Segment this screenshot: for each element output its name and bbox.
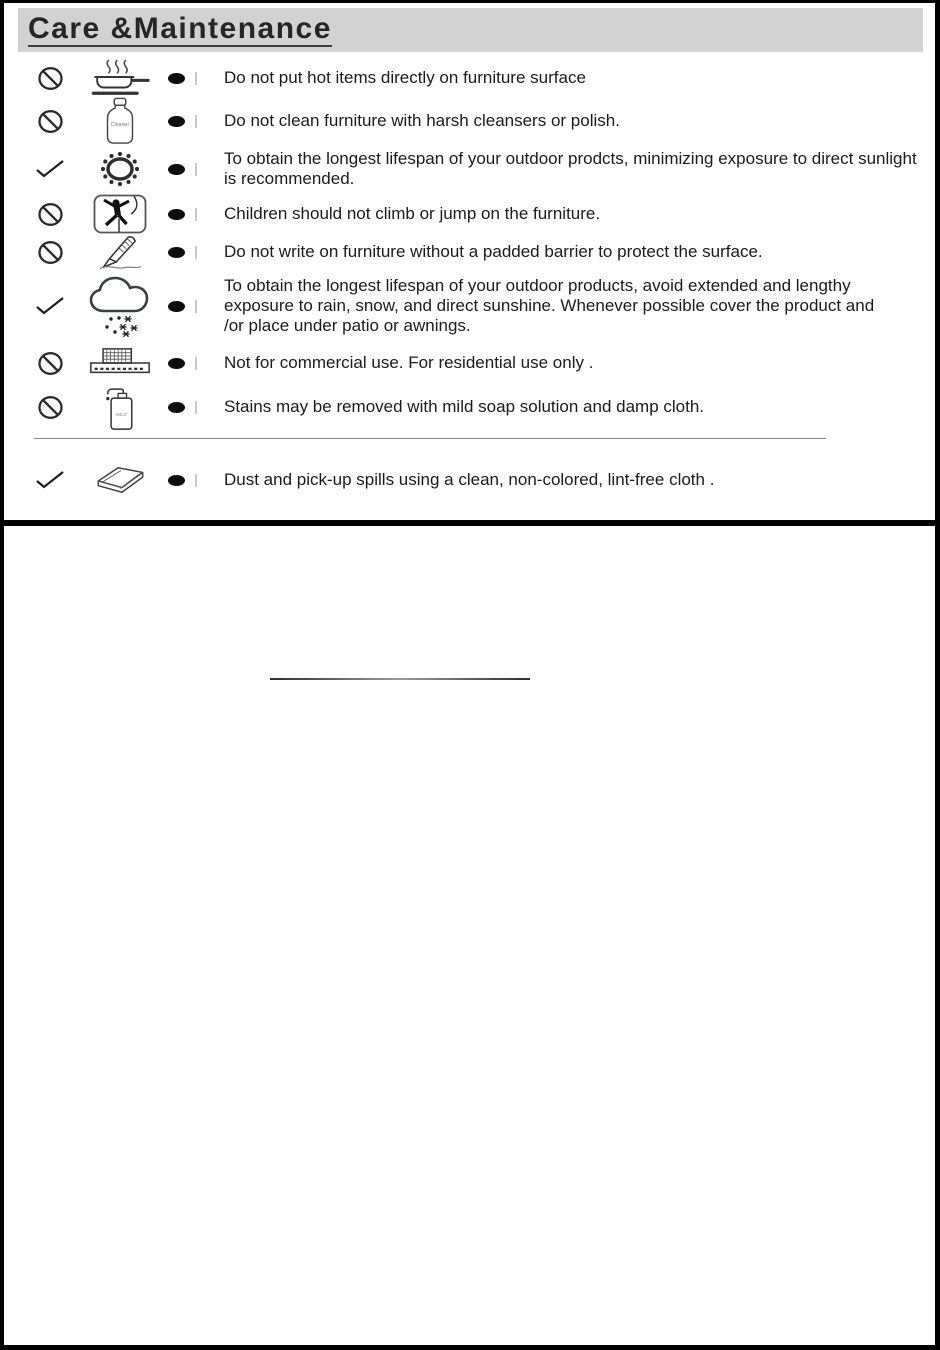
bullet-icon: [168, 73, 185, 84]
bullet: [162, 115, 224, 128]
no-symbol-icon: [22, 395, 78, 420]
care-item-text: Do not write on furniture without a padded barrier to protect the surface.: [224, 242, 763, 261]
bullet-tick: [195, 300, 197, 313]
bullet: [162, 72, 224, 85]
separator-line: [270, 678, 530, 680]
cleanser-bottle-label: Cleaner: [110, 121, 130, 128]
care-item-row: [22, 194, 935, 234]
bullet: [162, 208, 224, 221]
bullet-icon: [168, 358, 185, 369]
pen-icon: [78, 233, 162, 271]
no-symbol-icon: [22, 109, 78, 134]
bullet-tick: [195, 357, 197, 370]
sun-icon: [78, 147, 162, 191]
cloth-icon: [78, 463, 162, 497]
bullet-icon: [168, 116, 185, 127]
bullet: [162, 401, 224, 414]
section-divider: [34, 438, 826, 439]
bullet-icon: [168, 247, 185, 258]
care-item-row: [22, 342, 935, 384]
check-icon: [22, 159, 78, 179]
care-instructions-section: [4, 8, 935, 520]
no-symbol-icon: [22, 351, 78, 376]
bullet-icon: [168, 475, 185, 486]
no-symbol-icon: [22, 240, 78, 265]
bullet-tick: [195, 72, 197, 85]
care-item-row: [22, 270, 935, 342]
care-item-text: Do not put hot items directly on furniture surface: [224, 68, 586, 87]
care-item-text: To obtain the longest lifespan of your outdoor products, avoid extended and lengthy exposure to rain, snow, and direct sunshine. Whenever possible cover the product and /or place under patio or awnings.: [224, 276, 875, 335]
care-item-row: [22, 144, 935, 194]
commercial-building-icon: [78, 347, 162, 379]
bullet: [162, 163, 224, 176]
check-icon: [22, 470, 78, 490]
care-item-text: Not for commercial use. For residential use only .: [224, 353, 594, 372]
bullet-icon: [168, 209, 185, 220]
bullet-tick: [195, 115, 197, 128]
rain-snow-cloud-icon: [78, 275, 162, 337]
page-title: Care &Maintenance: [28, 13, 332, 48]
lower-page-section: [4, 526, 935, 1350]
care-item-row: [22, 234, 935, 270]
bullet-tick: [195, 401, 197, 414]
bullet: [162, 300, 224, 313]
child-climbing-icon: [78, 194, 162, 234]
bullet-tick: [195, 208, 197, 221]
care-item-row: [22, 58, 935, 98]
care-item-row: [22, 457, 935, 503]
bullet-icon: [168, 301, 185, 312]
bullet-tick: [195, 474, 197, 487]
check-icon: [22, 296, 78, 316]
bullet: [162, 474, 224, 487]
no-symbol-icon: [22, 66, 78, 91]
care-item-text: Children should not climb or jump on the furniture.: [224, 204, 601, 223]
hot-items-icon: [78, 59, 162, 97]
care-item-text: To obtain the longest lifespan of your outdoor prodcts, minimizing exposure to direct sunlight is recommended.: [224, 149, 917, 188]
bullet-tick: [195, 163, 197, 176]
bullet-tick: [195, 246, 197, 259]
care-item-row: [22, 98, 935, 144]
care-item-text: Dust and pick-up spills using a clean, non-colored, lint-free cloth .: [224, 470, 715, 489]
soap-bottle-icon: [78, 384, 162, 431]
bullet-icon: [168, 402, 185, 413]
cleanser-bottle-icon: [78, 97, 162, 145]
bullet: [162, 357, 224, 370]
soap-bottle-label: MILD: [116, 411, 127, 417]
care-items-list: [4, 52, 935, 503]
care-item-text: Do not clean furniture with harsh cleansers or polish.: [224, 111, 620, 130]
bullet-icon: [168, 164, 185, 175]
bullet: [162, 246, 224, 259]
care-item-text: Stains may be removed with mild soap solution and damp cloth.: [224, 397, 705, 416]
page-header: [18, 8, 923, 52]
no-symbol-icon: [22, 202, 78, 227]
care-item-row: [22, 384, 935, 430]
